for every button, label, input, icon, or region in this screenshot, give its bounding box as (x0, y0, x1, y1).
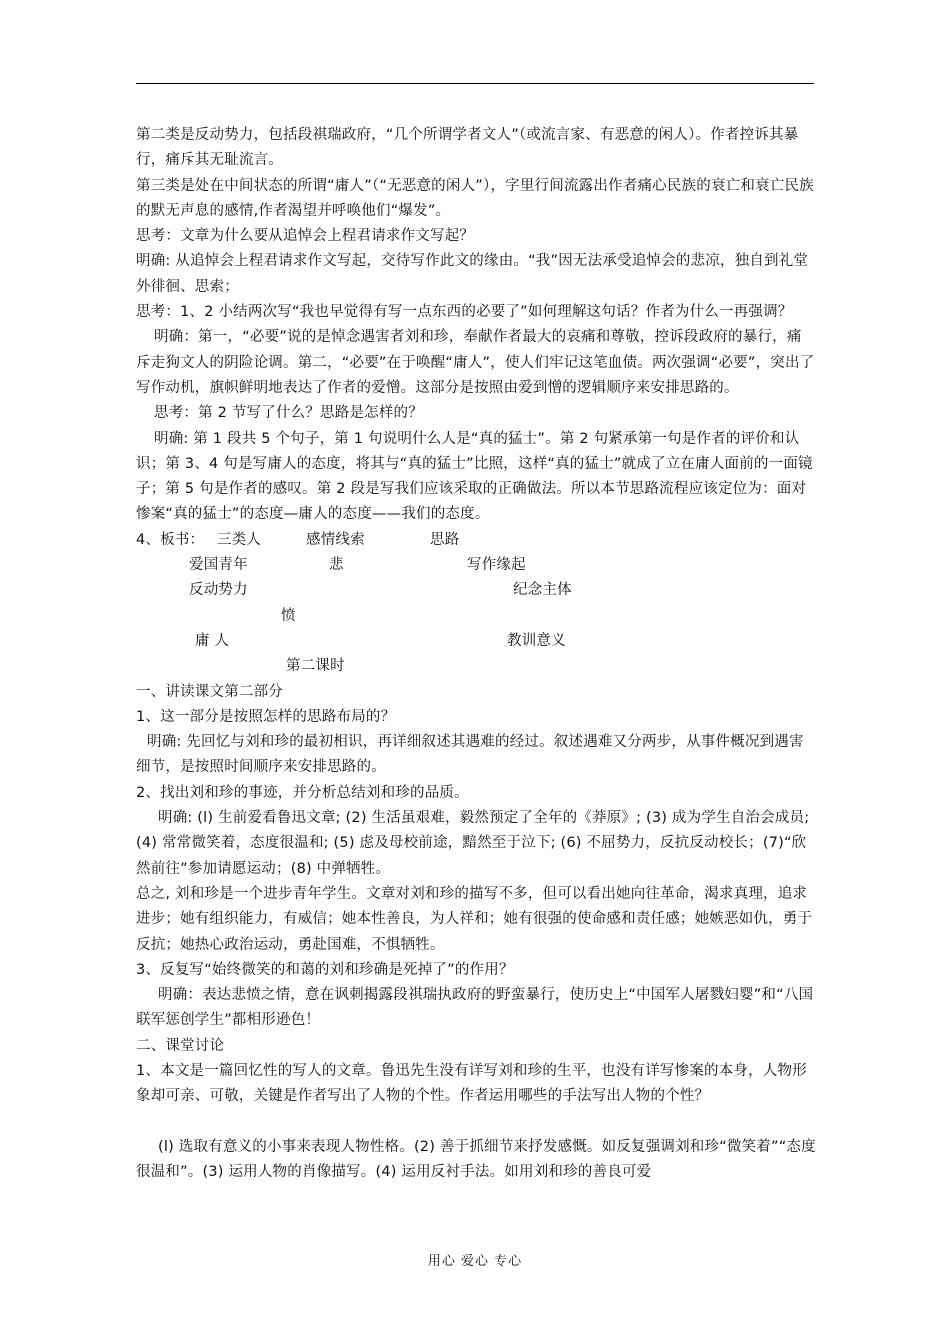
answer-why-start: 明确: 从追悼会上程君请求作文写起，交待写作此文的缘由。“我”因无法承受追悼会的悲凉，独自到礼堂外徘徊、思索； (136, 253, 809, 295)
answer-deeds: 明确: (l) 生前爱看鲁迅文章; (2) 生活虽艰难，毅然预定了全年的《莽原》; (3) 成为学生自治会成员; (4) 常常微笑着，态度很温和; (5) 虑及母校前途，黯然至于泣下; (6) 不屈势力，反抗反动校长；(7)“欣然前往”参加请愿运动；(8) 中弹牺牲。 (136, 810, 810, 877)
question-deeds: 2、找出刘和珍的事迹，并分析总结刘和珍的品质。 (136, 784, 469, 801)
board-header-thought: 思路 (430, 531, 460, 548)
board-row-2 (136, 578, 816, 603)
question-techniques: 1、本文是一篇回忆性的写人的文章。鲁迅先生没有详写刘和珍的生平，也没有详写惨案的本身，人物形象却可亲、可敬，关键是作者写出了人物的个性。作者运用哪些的手法写出人物的个性？ (136, 1062, 807, 1105)
board-row-3 (136, 604, 816, 629)
answer-necessity: 明确：第一，“必要”说的是悼念遇害者刘和珍，奉献作者最大的哀痛和尊敬，控诉段政府的暴行，痛斥走狗文人的阴险论调。第二，“必要”在于唤醒“庸人”，使人们牢记这笔血债。两次强调“必要”，突出了写作动机，旗帜鲜明地表达了作者的爱憎。这部分是按照由爱到憎的逻辑顺序来安排思路的。 (136, 329, 815, 396)
question-layout: 1、这一部分是按照怎样的思路布局的？ (136, 708, 396, 725)
board-memorial-subject: 纪念主体 (513, 582, 572, 599)
board-label: 4、板书： (136, 531, 205, 548)
question-repetition: 3、反复写“始终微笑的和蔼的刘和珍确是死掉了”的作用？ (136, 961, 514, 978)
board-row-1 (136, 553, 816, 578)
answer-layout: 明确: 先回忆与刘和珍的最初相识，再详细叙述其遇难的经过。叙述遇难又分两步，从事件概况到遇害细节，是按照时间顺序来安排思路的。 (136, 734, 804, 776)
section-heading-part-two: 一、讲读课文第二部分 (136, 683, 283, 700)
page-footer: 用心 爱心 专心 (427, 1254, 523, 1269)
answer-techniques: (l) 选取有意义的小事来表现人物性格。(2) 善于抓细节来抒发感慨。如反复强调刘和珍“微笑着”“态度很温和”。(3) 运用人物的肖像描写。(4) 运用反衬手法。如用刘和珍的善良可爱 (136, 1138, 816, 1181)
question-why-start: 思考：文章为什么要从追悼会上程君请求作文写起？ (136, 228, 475, 245)
board-lesson-meaning: 教训意义 (507, 632, 566, 649)
board-anger: 愤 (281, 607, 296, 624)
board-row-4 (136, 629, 816, 654)
blank-line (136, 1110, 816, 1135)
section-heading-discussion: 二、课堂讨论 (136, 1037, 225, 1054)
question-necessity: 思考：1、2 小结两次写“我也早觉得有写一点东西的必要了”如何理解这句话？作者为什么一再强调？ (136, 304, 793, 321)
board-header-groups: 三类人 (217, 531, 262, 548)
board-header-row (136, 528, 816, 553)
board-reactionary: 反动势力 (189, 582, 248, 599)
answer-repetition: 明确：表达悲愤之情，意在讽刺揭露段祺瑞执政府的野蛮暴行，使历史上“中国军人屠戮妇婴”和“八国联军惩创学生”都相形逊色！ (136, 987, 814, 1029)
header-rule (136, 83, 814, 84)
board-sorrow: 悲 (329, 557, 344, 574)
lesson-title: 第二课时 (286, 658, 345, 675)
lesson-title-row (136, 654, 816, 679)
paragraph-mediocre: 第三类是处在中间状态的所谓“庸人”（“无恶意的闲人”），字里行间流露出作者痛心民族的衰亡和衰亡民族的默无声息的感情,作者渴望并呼唤他们“爆发”。 (136, 177, 814, 219)
board-patriotic-youth: 爱国青年 (189, 557, 248, 574)
answer-section-two: 明确: 第 1 段共 5 个句子，第 1 句说明什么人是“真的猛士”。第 2 句紧承第一句是作者的评价和认识；第 3、4 句是写庸人的态度，将其与“真的猛士”比照，这样“真的猛士”就成了立在庸人面前的一面镜子；第 5 句是作者的感叹。第 2 段是写我们应该采取的正确做法。所以本节思路流程应该定位为：面对惨案“真的猛士”的态度—庸人的态度——我们的态度。 (136, 430, 813, 523)
summary-qualities: 总之, 刘和珍是一个进步青年学生。文章对刘和珍的描写不多，但可以看出她向往革命，渴求真理，追求进步；她有组织能力，有威信；她本性善良，为人祥和；她有很强的使命感和责任感；她嫉恶如仇，勇于反抗；她热心政治运动，勇赴国难，不惧牺牲。 (136, 885, 813, 953)
document-body (136, 123, 816, 1185)
question-section-two: 思考：第 2 节写了什么？思路是怎样的？ (154, 405, 423, 422)
board-writing-origin: 写作缘起 (467, 557, 526, 574)
board-header-emotion: 感情线索 (306, 531, 365, 548)
paragraph-reactionary: 第二类是反动势力，包括段祺瑞政府，“几个所谓学者文人”（或流言家、有恶意的闲人）。作者控诉其暴行，痛斥其无耻流言。 (136, 127, 799, 169)
board-mediocre: 庸 人 (195, 632, 230, 649)
